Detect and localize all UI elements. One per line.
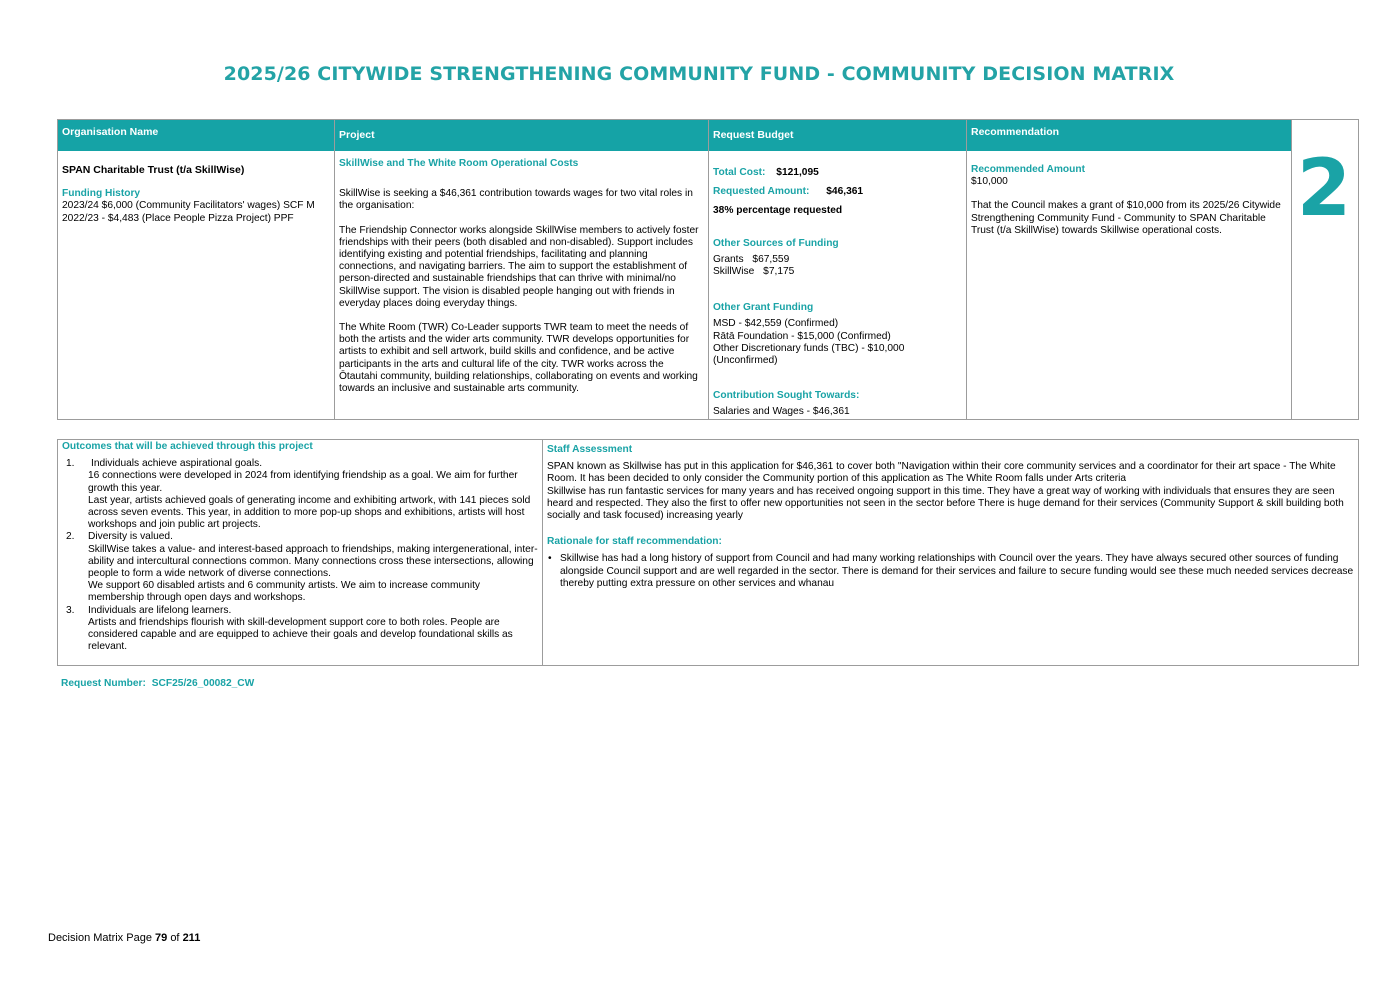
recommendation-text: That the Council makes a grant of $10,000 from its 2025/26 Citywide Strengthening Community Fund - Community to SPAN Charitable Trust (t/a SkillWise) towards Skillwise operational costs. — [971, 200, 1281, 236]
percentage-requested: 38% percentage requested — [713, 205, 843, 217]
bullet-icon: • — [548, 553, 552, 565]
page-footer — [48, 932, 200, 944]
other-grant-item: Rātā Foundation - $15,000 (Confirmed) — [713, 330, 891, 342]
assessment-table — [57, 439, 1359, 666]
request-number — [61, 678, 254, 690]
staff-assessment-column — [543, 440, 1358, 665]
page-title: 2025/26 CITYWIDE STRENGTHENING COMMUNITY FUND - COMMUNITY DECISION MATRIX — [223, 63, 1175, 85]
organisation-name: SPAN Charitable Trust (t/a SkillWise) — [62, 164, 245, 176]
outcome-line: We support 60 disabled artists and 6 community artists. We aim to increase community membership through open days and workshops. — [88, 580, 481, 604]
contribution-value: Salaries and Wages - $46,361 — [713, 406, 850, 418]
footer-total-pages: 211 — [182, 932, 201, 944]
other-source-name: SkillWise — [713, 266, 755, 278]
other-source-row — [713, 254, 962, 266]
outcome-title: Individuals are lifelong learners. — [88, 604, 232, 616]
outcome-number: 1. — [66, 458, 75, 470]
project-header: Project — [335, 120, 708, 151]
request-number-label: Request Number: — [61, 678, 146, 689]
other-source-name: Grants — [713, 253, 744, 265]
project-column — [335, 120, 709, 419]
total-cost-value: $121,095 — [776, 167, 819, 178]
rationale-heading: Rationale for staff recommendation: — [547, 536, 722, 548]
outcome-item — [62, 531, 538, 604]
other-source-amount: $67,559 — [752, 253, 790, 265]
funding-history-label: Funding History — [62, 188, 141, 200]
funding-history-item: 2023/24 $6,000 (Community Facilitators' wages) SCF M — [62, 200, 315, 212]
rationale-text: Skillwise has had a long history of support from Council and had many working relationships with Council over the years. They have always secured other sources of funding alongside Council support and are well regarded in the sector. There is demand for their services and failure to secure funding would see these much needed services decrease thereby putting extra pressure on other services and whanau — [560, 553, 1354, 589]
outcome-number: 2. — [66, 531, 75, 543]
outcomes-heading: Outcomes that will be achieved through this project — [62, 441, 313, 452]
decision-matrix-table — [57, 119, 1359, 420]
rationale-item — [547, 553, 1354, 590]
outcome-number: 3. — [66, 604, 75, 616]
budget-column — [709, 120, 967, 419]
outcome-line: Artists and friendships flourish with skill-development support core to both roles. People are considered capable and are equipped to achieve their goals and develop foundational skills as relevant. — [88, 616, 513, 653]
requested-amount-value: $46,361 — [826, 186, 864, 198]
project-paragraph: SkillWise is seeking a $46,361 contribution towards wages for two vital roles in the organisation: — [339, 188, 693, 212]
outcomes-list — [62, 458, 538, 653]
staff-paragraph: SPAN known as Skillwise has put in this application for $46,361 to cover both "Navigation within their core community services and a coordinator for their art space - The White Room. It has been decided to only consider the Community portion of this application as The White Room falls under Arts criteria — [547, 461, 1336, 485]
organisation-column — [58, 120, 335, 419]
rationale-list — [547, 553, 1354, 590]
other-grant-item: MSD - $42,559 (Confirmed) — [713, 318, 839, 330]
request-number-value: SCF25/26_00082_CW — [151, 678, 255, 689]
other-grant-item: Other Discretionary funds (TBC) - $10,000 (Unconfirmed) — [713, 342, 905, 367]
project-paragraph: The Friendship Connector works alongside SkillWise members to actively foster friendships with their peers (both disabled and non-disabled). Support includes identifying existing and potential friendships, facilitating and planning connections, and navigating barriers. The aim to support the establishment of person-directed and sustainable friendships that can thrive with minimal/no SkillWise support. The vision is disabled people hanging out with friends in everyday places doing everyday things. — [339, 224, 699, 309]
priority-number: 2 — [1296, 144, 1352, 234]
project-title: SkillWise and The White Room Operational Costs — [339, 158, 579, 169]
outcome-line: Last year, artists achieved goals of generating income and exhibiting artwork, with 141 pieces sold across seven events. This year, in addition to more pop-up shops and exhibitions, artists will host workshops and join public art projects. — [88, 494, 531, 531]
requested-amount-row — [713, 186, 962, 198]
outcome-item — [62, 458, 538, 531]
other-grant-label: Other Grant Funding — [713, 302, 814, 314]
outcome-item — [62, 605, 538, 654]
outcome-line: 16 connections were developed in 2024 from identifying friendship as a goal. We aim for further growth this year. — [88, 470, 518, 494]
funding-history-item: 2022/23 - $4,483 (Place People Pizza Project) PPF — [62, 212, 294, 224]
outcome-line: SkillWise takes a value- and interest-based approach to friendships, making intergenerational, inter-ability and intercultural connections common. Many connections cross these intersections, allowing people to form a wide network of diverse connections. — [88, 543, 538, 580]
staff-assessment-heading: Staff Assessment — [547, 444, 633, 455]
outcomes-column — [58, 440, 543, 665]
footer-of: of — [170, 932, 180, 944]
footer-page-number: 79 — [155, 932, 168, 944]
other-source-amount: $7,175 — [763, 266, 795, 278]
budget-header: Request Budget — [709, 120, 966, 151]
footer-label: Decision Matrix Page — [48, 932, 152, 944]
other-sources-label: Other Sources of Funding — [713, 237, 839, 249]
recommended-amount-label: Recommended Amount — [971, 164, 1085, 175]
outcome-title: Diversity is valued. — [88, 531, 173, 543]
outcome-title: Individuals achieve aspirational goals. — [91, 458, 263, 470]
recommendation-column — [967, 120, 1292, 419]
requested-amount-label: Requested Amount: — [713, 186, 810, 198]
staff-paragraph: Skillwise has run fantastic services for many years and has received ongoing support in this time. They have a great way of working with individuals that ensures they are seen heard and respected. They also the first to offer new opportunities not seen in the sector before There is huge demand for their services (Community Support & skill building both socially and task focused) increasing yearly — [547, 485, 1344, 522]
recommended-amount-value: $10,000 — [971, 176, 1008, 188]
contribution-label: Contribution Sought Towards: — [713, 390, 860, 402]
other-source-row — [713, 266, 962, 278]
recommendation-header: Recommendation — [967, 120, 1291, 151]
project-paragraph: The White Room (TWR) Co-Leader supports TWR team to meet the needs of both the artists and the wider arts community. TWR develops opportunities for artists to exhibit and sell artwork, build skills and confidence, and be active participants in the arts and cultural life of the city. TWR works across the Ōtautahi community, building relationships, collaborating on events and working towards an inclusive and sustainable arts community. — [339, 322, 698, 395]
total-cost-label: Total Cost: — [713, 167, 766, 178]
organisation-header: Organisation Name — [58, 120, 334, 151]
total-cost-row — [713, 167, 962, 179]
